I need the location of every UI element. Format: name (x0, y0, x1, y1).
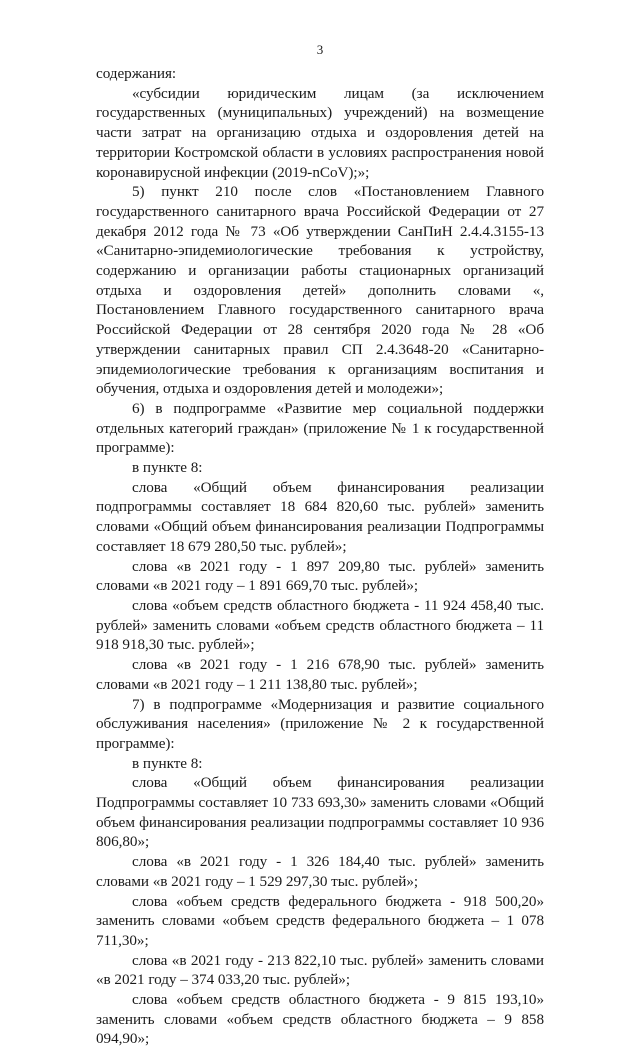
paragraph-point-8-b: в пункте 8: (132, 754, 203, 772)
paragraph-total-volume-a: слова «Общий объем финансирования реализации подпрограммы составляет 18 684 820,60 тыс. рублей» заменить словами «Общий объем финансирования реализации Подпрограммы составляет 18 679 280,50 тыс. рублей»; (96, 478, 544, 555)
paragraph-point-8-a: в пункте 8: (132, 459, 203, 477)
paragraph-2021-a: слова «в 2021 году - 1 897 209,80 тыс. рублей» заменить словами «в 2021 году – 1 891 669,70 тыс. рублей»; (96, 557, 544, 595)
paragraph-item-5: 5) пункт 210 после слов «Постановлением Главного государственного санитарного врача Российской Федерации от 27 декабря 2012 года № 73 «Об утверждении СанПиН 2.4.4.3155-13 «Санитарно-эпидемиологические требования к устройству, содержанию и организации работы стационарных организаций отдыха и оздоровления детей» дополнить словами «, Постановлением Главного государственного санитарного врача Российской Федерации от 28 сентября 2020 года № 28 «Об утверждении санитарных правил СП 2.4.3648-20 «Санитарно-эпидемиологические требования к организациям воспитания и обучения, отдыха и оздоровления детей и молодежи»; (96, 183, 544, 398)
paragraph-continuation: содержания: (96, 65, 177, 82)
paragraph-subsidy-quote: «субсидии юридическим лицам (за исключением государственных (муниципальных) учреждений) на возмещение части затрат на организацию отдыха и оздоровления детей на территории Костромской области в условиях распространения новой коронавирусной инфекции (2019-nCoV);»; (96, 84, 544, 181)
paragraph-total-volume-b: слова «Общий объем финансирования реализации Подпрограммы составляет 10 733 693,30» заменить словами «Общий объем финансирования реализации подпрограммы составляет 10 936 806,80»; (96, 774, 544, 851)
paragraph-2021-federal-b: слова «в 2021 году - 213 822,10 тыс. рублей» заменить словами «в 2021 году – 374 033,20 тыс. рублей»; (96, 951, 544, 989)
paragraph-2021-regional-a: слова «в 2021 году - 1 216 678,90 тыс. рублей» заменить словами «в 2021 году – 1 211 138,80 тыс. рублей»; (96, 656, 544, 693)
paragraph-item-7: 7) в подпрограмме «Модернизация и развитие социального обслуживания населения» (приложение № 2 к государственной программе): (96, 695, 544, 752)
document-body (96, 64, 544, 1049)
paragraph-regional-budget-b: слова «объем средств областного бюджета - 9 815 193,10» заменить словами «объем средств областного бюджета – 9 858 094,90»; (96, 991, 544, 1048)
paragraph-federal-budget-b: слова «объем средств федерального бюджета - 918 500,20» заменить словами «объем средств федерального бюджета – 1 078 711,30»; (96, 892, 544, 949)
paragraph-2021-b: слова «в 2021 году - 1 326 184,40 тыс. рублей» заменить словами «в 2021 году – 1 529 297,30 тыс. рублей»; (96, 853, 544, 890)
paragraph-regional-budget-a: слова «объем средств областного бюджета - 11 924 458,40 тыс. рублей» заменить словами «объем средств областного бюджета – 11 918 918,30 тыс. рублей»; (96, 596, 544, 654)
paragraph-item-6: 6) в подпрограмме «Развитие мер социальной поддержки отдельных категорий граждан» (приложение № 1 к государственной программе): (96, 399, 544, 457)
page-number: 3 (316, 42, 324, 57)
